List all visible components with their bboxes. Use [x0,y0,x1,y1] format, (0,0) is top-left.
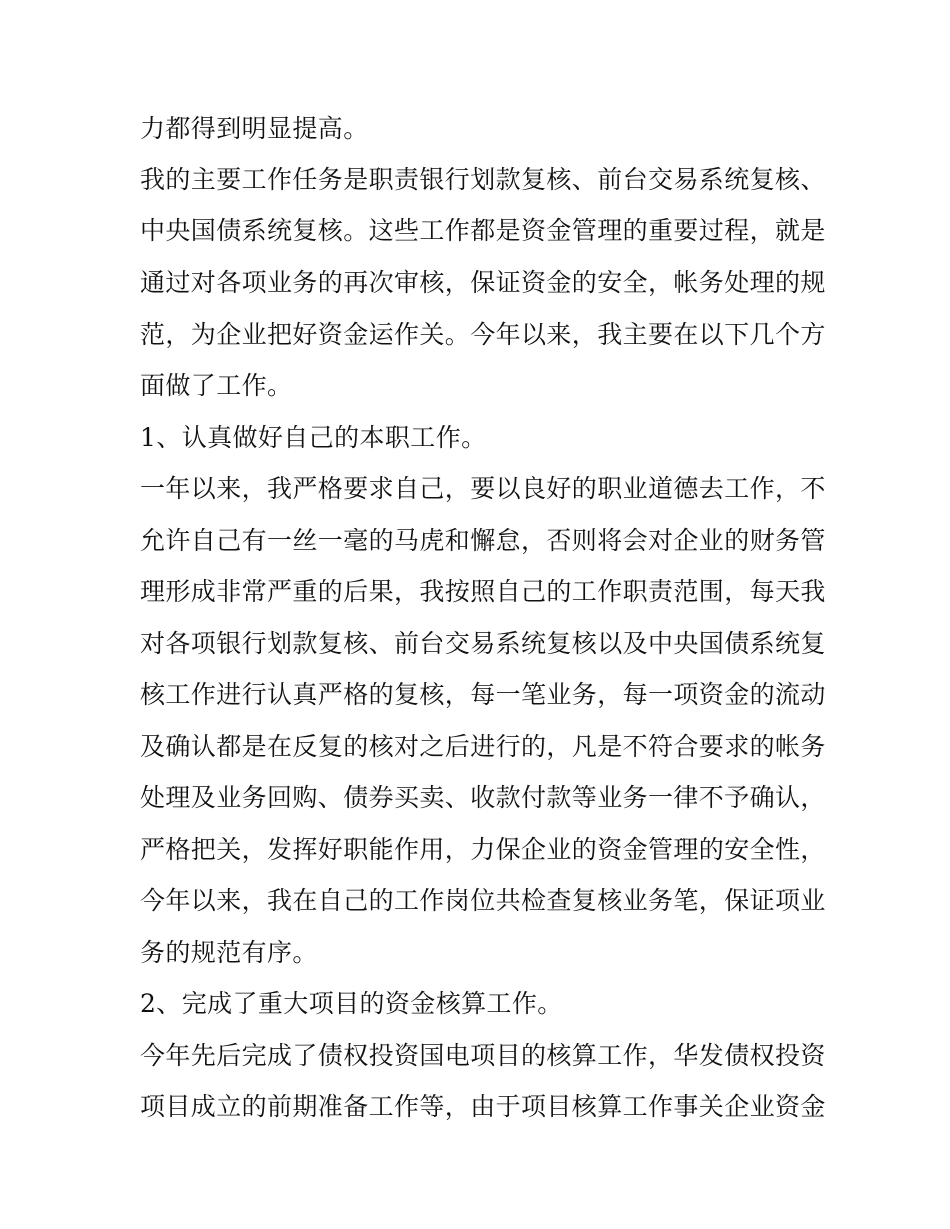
text-line: 允许自己有一丝一毫的马虎和懈怠，否则将会对企业的财务管 [140,526,826,555]
text-line: 通过对各项业务的再次审核，保证资金的安全，帐务处理的规 [140,268,826,297]
text-line: 及确认都是在反复的核对之后进行的，凡是不符合要求的帐务 [140,732,826,761]
text-line: 力都得到明显提高。 [140,114,369,143]
text-line: 范，为企业把好资金运作关。今年以来，我主要在以下几个方 [140,320,826,349]
section-heading: 1、认真做好自己的本职工作。 [140,423,487,452]
text-line: 核工作进行认真严格的复核，每一笔业务，每一项资金的流动 [140,680,826,709]
text-line: 对各项银行划款复核、前台交易系统复核以及中央国债系统复 [140,629,826,658]
text-line: 务的规范有序。 [140,938,318,967]
text-line: 严格把关，发挥好职能作用，力保企业的资金管理的安全性， [140,835,826,864]
text-line: 面做了工作。 [140,371,293,400]
text-line: 项目成立的前期准备工作等，由于项目核算工作事关企业资金 [140,1092,826,1121]
text-line: 今年以来，我在自己的工作岗位共检查复核业务笔，保证项业 [140,886,826,915]
text-line: 一年以来，我严格要求自己，要以良好的职业道德去工作，不 [140,474,826,503]
text-line: 我的主要工作任务是职责银行划款复核、前台交易系统复核、 [140,165,826,194]
section-heading: 2、完成了重大项目的资金核算工作。 [140,989,563,1018]
text-line: 处理及业务回购、债券买卖、收款付款等业务一律不予确认， [140,783,826,812]
text-line: 理形成非常严重的后果，我按照自己的工作职责范围，每天我 [140,577,826,606]
text-line: 今年先后完成了债权投资国电项目的核算工作，华发债权投资 [140,1041,826,1070]
text-line: 中央国债系统复核。这些工作都是资金管理的重要过程，就是 [140,216,826,245]
